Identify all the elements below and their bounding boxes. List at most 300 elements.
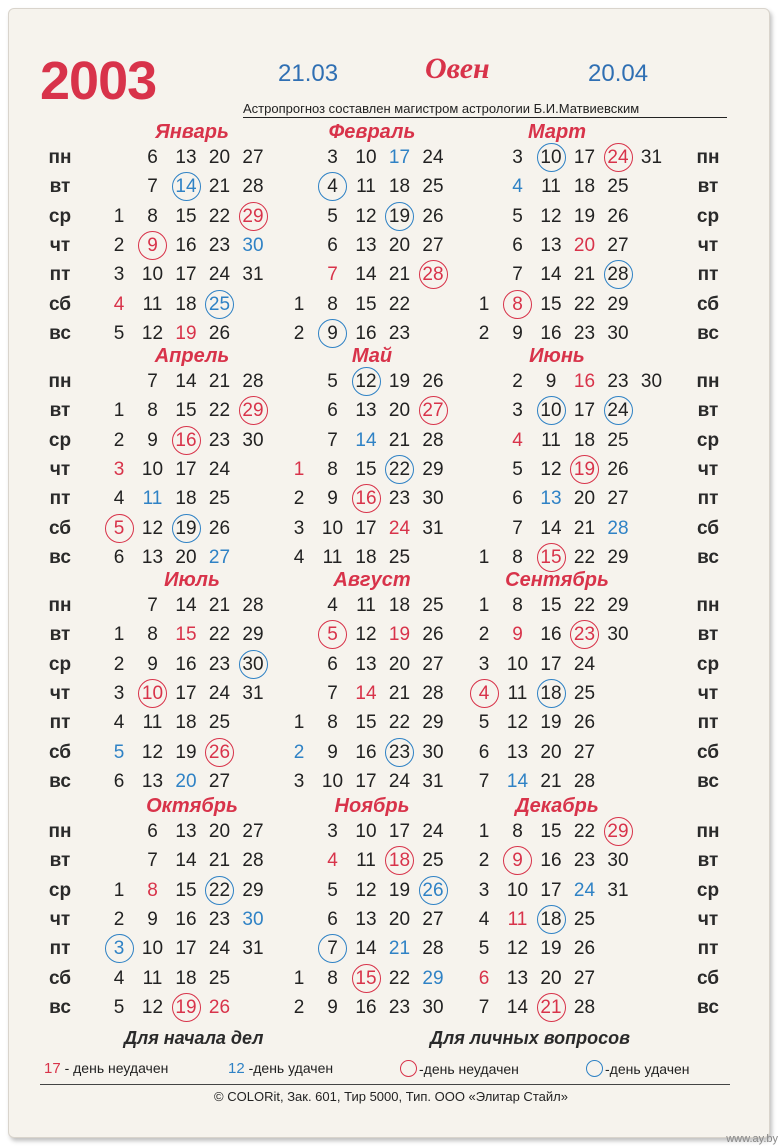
- day-cell: 15: [355, 712, 377, 734]
- day-cell: 23: [388, 488, 411, 510]
- red-circle-marker: [239, 396, 268, 425]
- day-cell: 29: [422, 712, 444, 734]
- day-cell: 16: [573, 371, 596, 392]
- day-cell: 26: [208, 996, 231, 1018]
- red-circle-icon: [400, 1060, 417, 1077]
- day-cell: 7: [478, 770, 490, 792]
- red-circle-marker: [352, 484, 381, 513]
- day-cell: 17: [388, 147, 411, 168]
- weekday-label-right: вт: [697, 850, 719, 872]
- weekday-label-left: пн: [48, 821, 72, 842]
- day-cell: 10: [355, 821, 377, 842]
- day-cell: 8: [147, 400, 158, 422]
- day-cell: 25: [422, 595, 444, 616]
- day-cell: 20: [175, 546, 197, 568]
- blue-circle-marker: [604, 396, 633, 425]
- red-circle-marker: [537, 543, 566, 572]
- day-cell: 14: [175, 850, 197, 872]
- day-cell: 18: [540, 908, 562, 930]
- day-cell: 28: [242, 595, 264, 616]
- day-cell: 18: [175, 712, 197, 734]
- weekday-label-left: вт: [49, 850, 71, 872]
- day-cell: 24: [422, 147, 444, 168]
- day-cell: 19: [388, 879, 411, 901]
- weekday-label-left: чт: [49, 908, 71, 930]
- day-cell: 29: [607, 595, 629, 616]
- year-title: 2003: [40, 51, 157, 111]
- weekday-label-right: пт: [697, 712, 719, 734]
- day-cell: 12: [141, 322, 164, 344]
- day-cell: 11: [507, 908, 528, 930]
- day-cell: 23: [208, 908, 231, 930]
- day-cell: 6: [478, 967, 490, 989]
- month-title-3: Март: [527, 121, 587, 143]
- day-cell: 6: [113, 770, 125, 792]
- day-cell: 17: [573, 147, 596, 168]
- weekday-label-left: ср: [48, 429, 72, 451]
- day-cell: 19: [388, 205, 411, 227]
- day-cell: 21: [573, 517, 596, 539]
- day-cell: 28: [573, 996, 596, 1018]
- day-cell: 7: [512, 264, 523, 286]
- footer-imprint: © COLORit, Зак. 601, Тир 5000, Тип. ООО «Элитар Стайл»: [214, 1089, 568, 1104]
- day-cell: 5: [113, 996, 125, 1018]
- day-cell: 14: [355, 938, 377, 960]
- day-cell: 15: [355, 967, 377, 989]
- day-cell: 18: [175, 488, 197, 510]
- blue-circle-marker: [537, 396, 566, 425]
- month-title-1: Январь: [155, 121, 229, 143]
- day-cell: 16: [540, 624, 562, 646]
- day-cell: 20: [540, 741, 562, 763]
- day-cell: 22: [388, 458, 411, 480]
- day-cell: 3: [327, 821, 338, 842]
- day-cell: 26: [422, 624, 444, 646]
- day-cell: 21: [388, 429, 411, 451]
- day-cell: 17: [573, 400, 596, 422]
- day-cell: 6: [113, 546, 125, 568]
- weekday-label-right: ср: [696, 653, 720, 675]
- day-cell: 8: [327, 967, 338, 989]
- day-cell: 9: [147, 234, 158, 256]
- day-cell: 16: [175, 429, 197, 451]
- month-title-6: Июнь: [529, 345, 585, 367]
- weekday-label-left: сб: [48, 517, 72, 539]
- day-cell: 11: [322, 546, 343, 568]
- weekday-label-left: чт: [49, 458, 71, 480]
- day-cell: 1: [113, 879, 125, 901]
- day-cell: 24: [573, 653, 596, 675]
- day-cell: 12: [540, 458, 562, 480]
- day-cell: 30: [607, 850, 629, 872]
- day-cell: 1: [113, 624, 125, 646]
- blue-circle-marker: [205, 290, 234, 319]
- day-cell: 22: [573, 595, 596, 616]
- day-cell: 26: [573, 938, 596, 960]
- day-cell: 10: [141, 458, 164, 480]
- day-cell: 11: [142, 488, 163, 510]
- day-cell: 26: [422, 371, 444, 392]
- day-cell: 26: [422, 205, 444, 227]
- day-cell: 8: [147, 624, 158, 646]
- day-cell: 30: [422, 741, 444, 763]
- day-cell: 21: [388, 938, 411, 960]
- weekday-label-left: сб: [48, 741, 72, 763]
- day-cell: 21: [388, 264, 411, 286]
- month-title-2: Февраль: [328, 121, 416, 143]
- red-circle-marker: [172, 993, 201, 1022]
- day-cell: 24: [208, 682, 231, 704]
- legend-heading-personal: Для личных вопросов: [430, 1028, 631, 1048]
- legend-good-day: [228, 1060, 333, 1077]
- day-cell: 3: [113, 458, 125, 480]
- day-cell: 31: [242, 938, 264, 960]
- day-cell: 3: [327, 147, 338, 168]
- weekday-label-left: вт: [49, 400, 71, 422]
- weekday-label-right: ср: [696, 879, 720, 901]
- day-cell: 26: [208, 322, 231, 344]
- day-cell: 2: [478, 850, 490, 872]
- day-cell: 19: [540, 938, 562, 960]
- day-cell: 7: [327, 682, 338, 704]
- day-cell: 10: [540, 147, 562, 168]
- blue-circle-marker: [604, 260, 633, 289]
- weekday-label-right: вс: [697, 322, 719, 344]
- day-cell: 20: [388, 653, 411, 675]
- day-cell: 17: [540, 653, 562, 675]
- day-cell: 12: [355, 205, 377, 227]
- day-cell: 31: [607, 879, 629, 901]
- day-cell: 8: [512, 546, 523, 568]
- day-cell: 24: [607, 147, 629, 168]
- weekday-label-left: пт: [49, 488, 71, 510]
- day-cell: 9: [147, 908, 158, 930]
- day-cell: 13: [141, 546, 164, 568]
- day-cell: 27: [422, 234, 444, 256]
- day-cell: 4: [327, 595, 338, 616]
- day-cell: 31: [422, 770, 444, 792]
- day-cell: 28: [422, 682, 444, 704]
- day-cell: 24: [208, 458, 231, 480]
- day-cell: 7: [327, 938, 338, 960]
- day-cell: 7: [147, 595, 158, 616]
- sign-start-date: 21.03: [278, 60, 339, 87]
- day-cell: 19: [573, 458, 596, 480]
- day-cell: 18: [573, 176, 596, 198]
- day-cell: 28: [573, 770, 596, 792]
- blue-circle-marker: [205, 876, 234, 905]
- month-title-8: Август: [333, 569, 411, 591]
- day-cell: 2: [478, 322, 490, 344]
- day-cell: 18: [388, 595, 411, 616]
- day-cell: 15: [355, 458, 377, 480]
- day-cell: 21: [388, 682, 411, 704]
- day-cell: 22: [388, 293, 411, 315]
- day-cell: 15: [175, 879, 197, 901]
- day-cell: 14: [540, 517, 562, 539]
- day-cell: 2: [113, 429, 125, 451]
- weekday-label-right: сб: [696, 517, 720, 539]
- day-cell: 4: [113, 293, 125, 315]
- day-cell: 3: [512, 147, 523, 168]
- day-cell: 8: [512, 293, 523, 315]
- day-cell: 4: [293, 546, 305, 568]
- weekday-label-left: пт: [49, 712, 71, 734]
- day-cell: 1: [293, 293, 305, 315]
- weekday-label-left: вс: [49, 546, 71, 568]
- day-cell: 27: [208, 770, 231, 792]
- day-cell: 6: [147, 147, 158, 168]
- day-cell: 6: [327, 653, 338, 675]
- day-cell: 1: [293, 712, 305, 734]
- day-cell: 21: [540, 996, 562, 1018]
- weekday-label-left: пн: [48, 371, 72, 392]
- day-cell: 27: [573, 741, 596, 763]
- day-cell: 14: [355, 264, 377, 286]
- day-cell: 13: [355, 653, 377, 675]
- day-cell: 11: [142, 293, 163, 315]
- weekday-label-left: вт: [49, 624, 71, 646]
- day-cell: 8: [512, 595, 523, 616]
- weekday-label-right: вт: [697, 400, 719, 422]
- day-cell: 26: [422, 879, 444, 901]
- day-cell: 31: [640, 147, 663, 168]
- day-cell: 30: [242, 653, 264, 675]
- day-cell: 16: [540, 850, 562, 872]
- day-cell: 4: [478, 908, 490, 930]
- day-cell: 7: [327, 264, 338, 286]
- day-cell: 25: [208, 712, 231, 734]
- red-circle-marker: [604, 817, 633, 846]
- day-cell: 4: [113, 488, 125, 510]
- day-cell: 15: [540, 821, 562, 842]
- weekday-label-right: чт: [697, 458, 719, 480]
- legend-bad-text: - день неудачен: [60, 1060, 169, 1076]
- weekday-label-left: ср: [48, 205, 72, 227]
- blue-circle-marker: [419, 876, 448, 905]
- day-cell: 13: [355, 908, 377, 930]
- day-cell: 24: [208, 264, 231, 286]
- day-cell: 20: [388, 908, 411, 930]
- weekday-label-left: чт: [49, 234, 71, 256]
- day-cell: 1: [478, 821, 490, 842]
- red-circle-marker: [105, 514, 134, 543]
- day-cell: 25: [607, 429, 629, 451]
- weekday-label-right: вт: [697, 176, 719, 198]
- day-cell: 12: [141, 517, 164, 539]
- day-cell: 20: [573, 488, 596, 510]
- day-cell: 13: [506, 967, 529, 989]
- day-cell: 28: [242, 371, 264, 392]
- day-cell: 30: [422, 488, 444, 510]
- day-cell: 1: [478, 546, 490, 568]
- weekday-label-right: пн: [696, 371, 720, 392]
- day-cell: 19: [175, 741, 197, 763]
- day-cell: 19: [175, 996, 197, 1018]
- day-cell: 9: [512, 322, 523, 344]
- day-cell: 8: [147, 879, 158, 901]
- weekday-label-right: вс: [697, 770, 719, 792]
- day-cell: 25: [573, 682, 596, 704]
- day-cell: 18: [388, 176, 411, 198]
- day-cell: 2: [478, 624, 490, 646]
- day-cell: 22: [388, 712, 411, 734]
- day-cell: 29: [242, 400, 264, 422]
- day-cell: 2: [293, 488, 305, 510]
- day-cell: 16: [175, 653, 197, 675]
- day-cell: 27: [422, 908, 444, 930]
- day-cell: 15: [175, 400, 197, 422]
- day-cell: 7: [512, 517, 523, 539]
- day-cell: 23: [607, 371, 629, 392]
- day-cell: 2: [113, 234, 125, 256]
- day-cell: 16: [540, 322, 562, 344]
- weekday-label-left: чт: [49, 682, 71, 704]
- weekday-label-left: вт: [49, 176, 71, 198]
- day-cell: 30: [422, 996, 444, 1018]
- day-cell: 21: [540, 770, 562, 792]
- day-cell: 10: [141, 264, 164, 286]
- day-cell: 26: [607, 458, 629, 480]
- weekday-label-left: сб: [48, 293, 72, 315]
- red-circle-marker: [172, 426, 201, 455]
- day-cell: 11: [142, 712, 163, 734]
- weekday-label-right: пт: [697, 264, 719, 286]
- day-cell: 6: [478, 741, 490, 763]
- legend-bad-sample: 17: [44, 1060, 61, 1077]
- day-cell: 11: [507, 682, 528, 704]
- weekday-label-left: пт: [49, 938, 71, 960]
- day-cell: 4: [512, 176, 523, 198]
- weekday-label-right: ср: [696, 429, 720, 451]
- day-cell: 28: [242, 176, 264, 198]
- day-cell: 3: [478, 653, 490, 675]
- day-cell: 30: [607, 624, 629, 646]
- day-cell: 3: [478, 879, 490, 901]
- footer-divider: [40, 1084, 730, 1085]
- day-cell: 10: [540, 400, 562, 422]
- day-cell: 15: [355, 293, 377, 315]
- day-cell: 10: [141, 938, 164, 960]
- blue-circle-marker: [318, 319, 347, 348]
- day-cell: 29: [422, 967, 444, 989]
- day-cell: 18: [355, 546, 377, 568]
- day-cell: 27: [242, 821, 264, 842]
- day-cell: 23: [573, 624, 596, 646]
- blue-circle-marker: [385, 455, 414, 484]
- day-cell: 13: [540, 488, 562, 510]
- day-cell: 19: [388, 371, 411, 392]
- day-cell: 12: [141, 741, 164, 763]
- day-cell: 23: [573, 322, 596, 344]
- legend-ring-good-text: -день удачен: [605, 1061, 690, 1077]
- day-cell: 10: [355, 147, 377, 168]
- red-circle-marker: [570, 455, 599, 484]
- day-cell: 18: [540, 682, 562, 704]
- day-cell: 21: [208, 850, 231, 872]
- day-cell: 19: [175, 517, 197, 539]
- month-title-9: Сентябрь: [505, 569, 609, 591]
- day-cell: 11: [142, 967, 163, 989]
- day-cell: 29: [607, 546, 629, 568]
- subtitle: Астропрогноз составлен магистром астрологии Б.И.Матвиевским: [243, 101, 727, 118]
- day-cell: 25: [208, 293, 231, 315]
- day-cell: 28: [422, 938, 444, 960]
- day-cell: 22: [208, 624, 231, 646]
- red-circle-marker: [138, 231, 167, 260]
- blue-circle-marker: [239, 650, 268, 679]
- weekday-label-right: ср: [696, 205, 720, 227]
- day-cell: 21: [573, 264, 596, 286]
- day-cell: 10: [321, 517, 344, 539]
- day-cell: 12: [506, 712, 529, 734]
- day-cell: 16: [175, 234, 197, 256]
- blue-circle-marker: [105, 934, 134, 963]
- day-cell: 11: [356, 850, 376, 872]
- day-cell: 4: [113, 712, 125, 734]
- red-circle-marker: [604, 143, 633, 172]
- day-cell: 27: [607, 234, 629, 256]
- day-cell: 23: [208, 653, 231, 675]
- day-cell: 2: [512, 371, 523, 392]
- red-circle-marker: [503, 290, 532, 319]
- day-cell: 22: [573, 546, 596, 568]
- red-circle-marker: [205, 738, 234, 767]
- day-cell: 19: [573, 205, 596, 227]
- day-cell: 9: [147, 653, 158, 675]
- blue-circle-marker: [537, 143, 566, 172]
- day-cell: 31: [242, 682, 264, 704]
- day-cell: 11: [356, 595, 376, 616]
- day-cell: 14: [540, 264, 562, 286]
- day-cell: 12: [355, 624, 377, 646]
- day-cell: 15: [540, 293, 562, 315]
- day-cell: 24: [388, 770, 411, 792]
- day-cell: 26: [208, 517, 231, 539]
- weekday-label-right: сб: [696, 741, 720, 763]
- day-cell: 8: [327, 712, 338, 734]
- day-cell: 23: [388, 322, 411, 344]
- day-cell: 12: [355, 371, 377, 392]
- day-cell: 1: [478, 293, 490, 315]
- day-cell: 29: [422, 458, 444, 480]
- day-cell: 17: [175, 264, 197, 286]
- day-cell: 7: [147, 371, 158, 392]
- day-cell: 13: [175, 821, 197, 842]
- red-circle-marker: [352, 964, 381, 993]
- day-cell: 3: [293, 770, 305, 792]
- day-cell: 31: [242, 264, 264, 286]
- day-cell: 13: [506, 741, 529, 763]
- weekday-label-left: ср: [48, 653, 72, 675]
- blue-circle-marker: [385, 738, 414, 767]
- weekday-label-left: вс: [49, 770, 71, 792]
- day-cell: 22: [388, 967, 411, 989]
- day-cell: 14: [355, 429, 377, 451]
- weekday-label-right: пн: [696, 147, 720, 168]
- day-cell: 20: [540, 967, 562, 989]
- red-circle-marker: [419, 260, 448, 289]
- day-cell: 24: [208, 938, 231, 960]
- day-cell: 7: [478, 996, 490, 1018]
- day-cell: 14: [175, 595, 197, 616]
- day-cell: 12: [540, 205, 562, 227]
- day-cell: 31: [422, 517, 444, 539]
- day-cell: 29: [607, 293, 629, 315]
- weekday-label-right: сб: [696, 967, 720, 989]
- weekday-label-left: вс: [49, 996, 71, 1018]
- day-cell: 8: [147, 205, 158, 227]
